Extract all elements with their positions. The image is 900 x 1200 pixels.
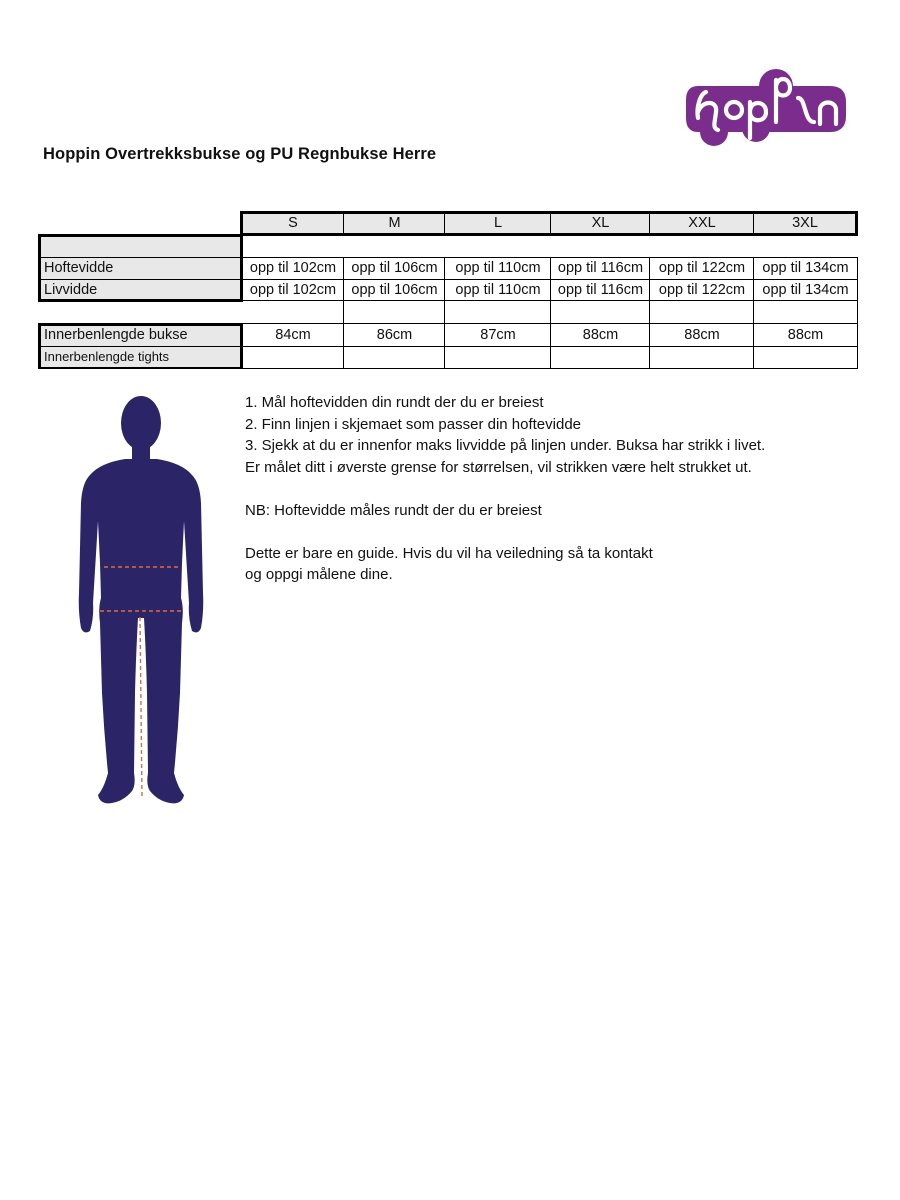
size-header-3xl: 3XL — [754, 213, 856, 234]
innerben-tights-l — [445, 347, 551, 368]
table-border — [649, 213, 650, 234]
innerben-tights-xl — [551, 347, 650, 368]
livvidde-xxl: opp til 122cm — [658, 282, 746, 298]
table-border — [753, 257, 754, 369]
livvidde-l: opp til 110cm — [455, 282, 541, 298]
guide-text-line-2: og oppgi målene dine. — [245, 566, 393, 583]
table-border — [41, 279, 240, 280]
hoftevidde-m: opp til 106cm — [351, 260, 438, 276]
table-border — [41, 346, 240, 347]
innerben-bukse-xxl: 88cm — [684, 327, 720, 343]
table-border — [855, 211, 858, 236]
table-border — [343, 257, 344, 369]
hoppin-logo — [684, 68, 848, 148]
table-border — [444, 257, 445, 369]
livvidde-3xl: opp til 134cm — [762, 282, 849, 298]
label-innerben-bukse: Innerbenlengde bukse — [40, 325, 241, 346]
size-header-xl: XL — [551, 213, 650, 234]
table-border — [38, 323, 243, 326]
label-livvidde: Livvidde — [40, 280, 241, 300]
label-innerben-tights: Innerbenlengde tights — [40, 347, 241, 368]
livvidde-s: opp til 102cm — [249, 282, 337, 298]
livvidde-m: opp til 106cm — [351, 282, 438, 298]
table-border — [38, 367, 243, 369]
instruction-step-3: 3. Sjekk at du er innenfor maks livvidde på linjen under. Buksa har strikk i livet. — [245, 437, 766, 454]
hoftevidde-xxl: opp til 122cm — [658, 260, 746, 276]
guide-text-line-1: Dette er bare en guide. Hvis du vil ha veiledning så ta kontakt — [245, 544, 653, 562]
table-border — [343, 213, 344, 234]
innerben-tights-s — [242, 347, 344, 368]
instructions — [245, 392, 765, 586]
innerben-bukse-xl: 88cm — [582, 327, 619, 343]
instruction-step-3-note: Er målet ditt i øverste grense for størrelsen, vil strikken være helt strukket ut. — [245, 458, 752, 476]
table-border — [240, 211, 858, 214]
innerben-tights-m — [344, 347, 445, 368]
innerben-tights-xxl — [650, 347, 754, 368]
innerben-bukse-3xl: 88cm — [787, 327, 824, 343]
table-border — [550, 213, 551, 234]
table-border — [649, 257, 650, 369]
instruction-step-1: 1. Mål hoftevidden din rundt der du er breiest — [245, 394, 544, 411]
hoftevidde-l: opp til 110cm — [455, 260, 541, 276]
table-border — [240, 211, 243, 236]
page-title: Hoppin Overtrekksbukse og PU Regnbukse Herre — [43, 145, 437, 163]
hoftevidde-xl: opp til 116cm — [557, 260, 644, 276]
innerben-bukse-s: 84cm — [275, 327, 311, 343]
livvidde-xl: opp til 116cm — [557, 282, 644, 298]
instruction-nb-note: NB: Hoftevidde måles rundt der du er breiest — [245, 501, 542, 519]
hoftevidde-3xl: opp til 134cm — [762, 260, 849, 276]
label-hoftevidde: Hoftevidde — [40, 258, 241, 279]
body-measurement-figure — [70, 393, 215, 813]
table-border — [38, 234, 243, 237]
size-header-l: L — [445, 213, 551, 234]
table-border — [38, 234, 41, 302]
hoftevidde-s: opp til 102cm — [249, 260, 337, 276]
instruction-step-2: 2. Finn linjen i skjemaet som passer din hoftevidde — [245, 415, 582, 433]
innerben-bukse-m: 86cm — [376, 327, 413, 343]
label-blank — [40, 236, 241, 257]
table-border — [444, 213, 445, 234]
table-border — [550, 257, 551, 369]
table-border — [240, 234, 243, 302]
table-border — [753, 213, 754, 234]
table-border — [41, 257, 240, 258]
size-header-m: M — [344, 213, 445, 234]
size-header-s: S — [242, 213, 344, 234]
size-header-xxl: XXL — [650, 213, 754, 234]
innerben-tights-3xl — [754, 347, 857, 368]
innerben-bukse-l: 87cm — [480, 327, 516, 343]
table-border — [240, 233, 858, 236]
table-border — [38, 299, 243, 302]
table-border — [857, 257, 858, 369]
